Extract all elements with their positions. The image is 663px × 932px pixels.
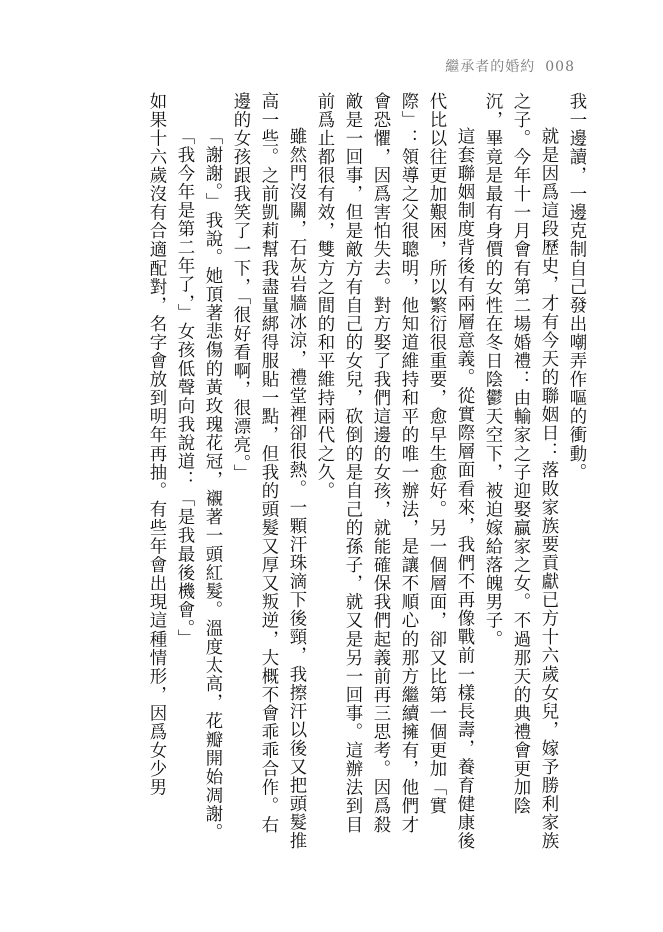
book-title: 繼承者的婚約 — [445, 59, 536, 75]
running-header — [445, 56, 575, 76]
paragraph: 雖然門沒關，石灰岩牆冰涼，禮堂裡卻很熱。一顆汗珠滴下後頸，我擦汗以後又把頭髮推高一些。之前凱莉幫我盡量綁得服貼一點，但我的頭髮又厚又叛逆，大概不會乖乖合作。右邊的女孩跟我笑了一下，「很好看啊，很漂亮。」 — [230, 92, 306, 851]
body-text — [86, 92, 590, 852]
paragraph: 如果十六歲沒有合適配對，名字會放到明年再抽。有些年會出現這種情形，因爲女少男 — [146, 92, 166, 797]
paragraph: 這套聯姻制度背後有兩層意義。從實際層面看來，我們不再像戰前一樣長壽，養育健康後代比以往更加艱困，所以繁衍很重要，愈早生愈好。另一個層面，卻又比第一個更加「實際」：領導之父很聰明，他知道維持和平的唯一辦法，是讓不順心的那方繼續擁有，他們才會恐懼，因爲害怕失去。對方娶了我們這邊的女孩，就能確保我們起義前再三思考。因爲殺敵是一回事，但是敵方有自己的女兒，砍倒的是自己的孫子，就又是另一回事。這辦法到目前爲止都很有效，雙方之間的和平維持兩代之久。 — [314, 92, 474, 851]
paragraph: 「謝謝。」我說。她頂著悲傷的黃玫瑰花冠，襯著一頭紅髮。溫度太高，花瓣開始凋謝。 — [202, 126, 222, 842]
paragraph: 「我今年是第二年了，」女孩低聲向我說道：「是我最後機會。」 — [174, 126, 194, 648]
paragraph: 就是因爲這段歷史，才有今天的聯姻日：落敗家族要貢獻已方十六歲女兒，嫁予勝利家族之子。今年十一月會有第二場婚禮：由輸家之子迎娶贏家之女。不過那天的典禮會更加陰沉，畢竟是最有身價的女性在冬日陰鬱天空下，被迫嫁給落魄男子。 — [482, 92, 558, 851]
page-number: 008 — [545, 59, 575, 75]
paragraph: 我一邊讀，一邊克制自己發出嘲弄作嘔的衝動。 — [566, 92, 586, 482]
